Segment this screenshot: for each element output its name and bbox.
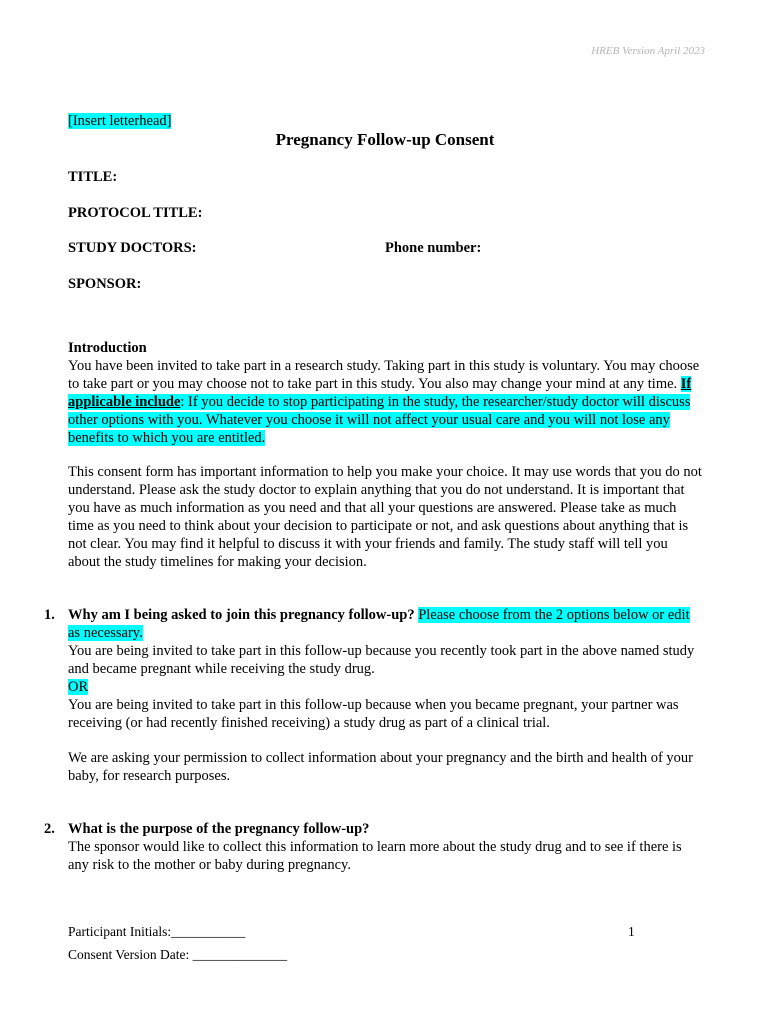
participant-initials: Participant Initials:___________ xyxy=(68,924,246,939)
section-1-or: OR xyxy=(68,679,89,695)
section-2-heading: What is the purpose of the pregnancy follow-up? xyxy=(68,821,370,837)
introduction-section xyxy=(68,339,703,447)
introduction-text: You have been invited to take part in a research study. Taking part in this study is voluntary. You may choose to take part or you may choose not to take part in this study. You also may change your mind at any time. xyxy=(68,358,700,392)
section-1-heading: Why am I being asked to join this pregnancy follow-up? xyxy=(68,607,415,623)
introduction-paragraph xyxy=(68,357,703,447)
phone-number-label: Phone number: xyxy=(385,240,482,256)
protocol-title-label: PROTOCOL TITLE: xyxy=(68,205,203,221)
section-2 xyxy=(44,820,703,874)
page-number: 1 xyxy=(628,924,635,939)
letterhead-placeholder xyxy=(68,113,171,130)
version-note: HREB Version April 2023 xyxy=(591,45,705,57)
section-1-paragraph: We are asking your permission to collect information about your pregnancy and the birth and health of your baby, for research purposes. xyxy=(68,750,693,784)
consent-version-date: Consent Version Date: ______________ xyxy=(68,947,288,962)
section-1 xyxy=(44,606,703,785)
section-1-number: 1. xyxy=(44,607,55,623)
section-1-heading-line xyxy=(68,606,703,642)
applicable-text: : If you decide to stop participating in the study, the researcher/study doctor will discuss other options with you. Whatever you choose it will not affect your usual care and you will not lose any benefits to which you are entitled. xyxy=(68,394,691,446)
section-2-number: 2. xyxy=(44,821,55,837)
applicable-label: If applicable include xyxy=(68,376,692,410)
introduction-heading: Introduction xyxy=(68,340,147,356)
sponsor-label: SPONSOR: xyxy=(68,276,142,292)
document-title: Pregnancy Follow-up Consent xyxy=(275,130,495,149)
section-1-note: Please choose from the 2 options below or edit as necessary. xyxy=(68,607,690,641)
section-2-text: The sponsor would like to collect this information to learn more about the study drug and to see if there is any risk to the mother or baby during pregnancy. xyxy=(68,839,682,873)
letterhead-text: [Insert letterhead] xyxy=(68,113,172,129)
section-1-option-1: You are being invited to take part in this follow-up because you recently took part in the above named study and became pregnant while receiving the study drug. xyxy=(68,643,695,677)
section-1-option-2: You are being invited to take part in this follow-up because when you became pregnant, your partner was receiving (or had recently finished receiving) a study drug as part of a clinical trial. xyxy=(68,697,679,731)
title-label: TITLE: xyxy=(68,169,118,185)
section-1-or-line xyxy=(68,678,703,696)
study-doctors-label: STUDY DOCTORS: xyxy=(68,240,197,256)
consent-info-paragraph: This consent form has important information to help you make your choice. It may use words that you do not understand. Please ask the study doctor to explain anything that you do not understand. It is important that you have as much information as you need and that all your questions are answered. Please take as much time as you need to think about your decision to participate or not, and ask questions about anything that is not clear. You may find it helpful to discuss it with your friends and family. The study staff will tell you about the study timelines for making your decision. xyxy=(68,464,702,570)
